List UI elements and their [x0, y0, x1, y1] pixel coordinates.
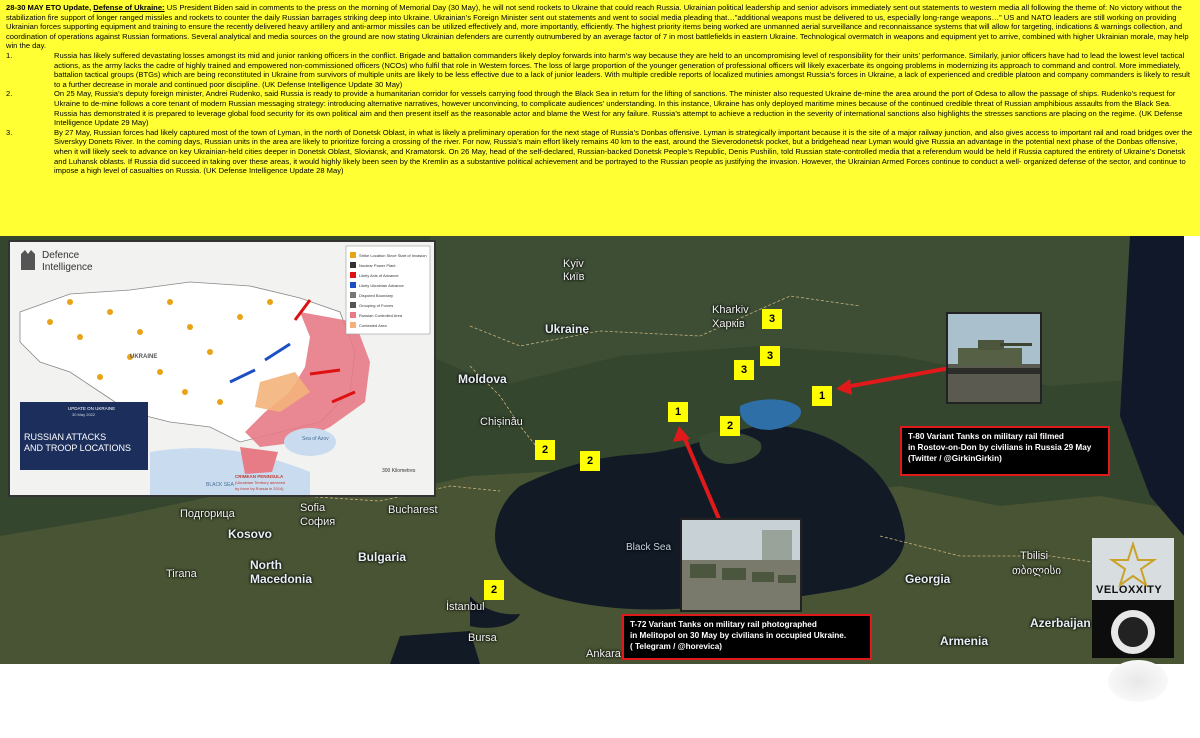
point-number: 2.: [6, 89, 13, 99]
inset-crimean-1: CRIMEAN PENINSULA: [235, 474, 284, 479]
marker-3: 3: [734, 360, 754, 380]
marker-2: 2: [580, 451, 600, 471]
inset-scale: 300 Kilometres: [382, 468, 416, 474]
legend-swatch: [350, 262, 356, 268]
defence-intelligence-inset: [8, 240, 436, 497]
label-kharkiv-cyr: Харків: [712, 318, 745, 330]
photo-t80-rail: [946, 312, 1042, 404]
marker-3: 3: [760, 346, 780, 366]
inset-title-2: AND TROOP LOCATIONS: [24, 443, 132, 453]
label-tbilisi: Tbilisi: [1020, 550, 1049, 562]
point-number: 1.: [6, 50, 13, 60]
inset-black-sea: BLACK SEA: [206, 482, 234, 488]
inset-legend: [350, 250, 430, 330]
caption-melitopol: [622, 614, 872, 660]
legend-swatch: [350, 302, 356, 308]
logo-text: VELOXXITY: [1096, 584, 1163, 596]
legend-item: [350, 300, 430, 310]
inset-update-date: 30 May 2022: [72, 412, 96, 417]
label-kosovo: Kosovo: [228, 527, 273, 541]
point-number: 3.: [6, 127, 13, 137]
legend-item: [350, 280, 430, 290]
brief-intro: [6, 3, 1194, 51]
inset-brand-2: Intelligence: [42, 262, 93, 273]
brief-heading: 28-30 MAY ETO Update,: [6, 3, 92, 12]
brief-intro-text: US President Biden said in comments to the press on the morning of Memorial Day (30 May), he will not send rockets to Ukraine that could reach Russia. Ukrainian political leadership and senior advisors immediately sent out statements to western media all following the theme of: No victory without the stabilization fire support of longer ranged missiles and rockets to counter the daily Russian barrages striking deep into Ukraine. Ukrainian’s Foreign Minister sent out statements and went to social media pleading that…”additional weapons must be delivered to us, especially long-range weapons…” US and NATO leaders are still working on providing Ukrainian forces supporting equipment and training to ensure the recently delivered heavy artillery and anti-armor missiles can be utilized effectively and, more importantly, efficiently. The highest priority items being worked are unmanned aerial surveillance and reconnaissance systems that will allow for targeting, indications & warnings collection, and coordination of operations against Russian formations. Several analytical and media sources on the ground are now stating Ukrainian defenders are currently outnumbered by an average factor of 7 in most battlefields in eastern Ukraine. Technological overmatch in weapons and equipment yet to arrive, combined with higher Ukrainian morale, may help win the day.: [6, 3, 1189, 51]
label-tirana: Tirana: [166, 568, 197, 580]
legend-label: Strike Location Since Start of Invasion: [359, 252, 427, 258]
label-kyiv-cyr: Київ: [563, 271, 585, 283]
label-kyiv: Kyiv: [563, 258, 584, 270]
legend-item: [350, 320, 430, 330]
marker-2: 2: [535, 440, 555, 460]
inset-update-title: UPDATE ON UKRAINE: [68, 406, 116, 411]
legend-label: Likely Axis of Advance: [359, 272, 399, 278]
legend-item: [350, 270, 430, 280]
label-bulgaria: Bulgaria: [358, 550, 407, 564]
label-sofia-cyr: София: [300, 516, 336, 528]
marker-1: 1: [812, 386, 832, 406]
intel-brief: [0, 0, 1200, 236]
legend-swatch: [350, 292, 356, 298]
label-moldova: Moldova: [458, 372, 507, 386]
brief-point-1: [6, 51, 1194, 89]
caption-line: T-80 Variant Tanks on military rail filmed: [908, 432, 1064, 441]
label-podgoritsa: Подгорица: [180, 508, 235, 520]
inset-ukraine-label: UKRAINE: [130, 354, 158, 360]
brief-point-3: [6, 128, 1194, 176]
legend-item: [350, 290, 430, 300]
photo-t72-rail: [680, 518, 802, 612]
crown-crest-icon: [18, 250, 38, 274]
inset-brand-1: Defence: [42, 250, 80, 261]
star-emblem-icon: [1092, 538, 1174, 658]
legend-label: Likely Ukrainian Advance: [359, 282, 404, 288]
caption-line: in Rostov-on-Don by civilians in Russia 29 May: [908, 443, 1092, 452]
label-kharkiv: Kharkiv: [712, 304, 749, 316]
caption-line: T-72 Variant Tanks on military rail photographed: [630, 620, 817, 629]
point-text: By 27 May, Russian forces had likely captured most of the town of Lyman, in the north of Donetsk Oblast, in what is likely a preliminary operation for the next stage of Russia’s Donbas offensive. Lyman is strategically important because it is the site of a major railway junction, and also gives access to important rail and road bridges over the Siverskyy Donets River. In the coming days, Russian units in the area are likely to prioritize forcing a crossing of the river. For now, Russia’s main effort likely remains 40 km to the east, around the Sieverodonetsk pocket, but a bridgehead near Lyman would give Russia an advantage in the potential next phase of the Donbas offensive, when it will likely seek to advance on key Ukrainian-held cities deeper in Donetsk Oblast, Sloviansk, and Kramatorsk. On 26 May, head of the self-declared, Russian-backed Donetsk People’s Republic, Denis Pushilin, told Russian state-controlled media that a referendum would be held if Russia captured the entirety of Ukraine’s Donetsk and Luhansk oblasts. If Russia did succeed in taking over these areas, it would highly likely been seen by the Kremlin as a substantive political achievement and be portrayed to the Russian people as justifying the invasion. However, the Ukrainian Armed Forces continue to conduct a well- organized defense of the sector, and continue to impose a high level of casualties on Russia. (UK Defense Intelligence Update 28 May): [54, 127, 1193, 176]
legend-swatch: [350, 252, 356, 258]
inset-sea-of-azov: Sea of Azov: [302, 436, 329, 442]
legend-swatch: [350, 312, 356, 318]
label-macedonia: Macedonia: [250, 572, 313, 586]
marker-1: 1: [668, 402, 688, 422]
label-georgia: Georgia: [905, 572, 951, 586]
legend-label: Russian Controlled Area: [359, 312, 403, 318]
inset-title-1: RUSSIAN ATTACKS: [24, 432, 107, 442]
legend-swatch: [350, 282, 356, 288]
label-black-sea: Black Sea: [626, 542, 672, 553]
label-chisinau: Chișinău: [480, 416, 523, 428]
inset-crimean-2: (Ukrainian Territory annexed: [235, 480, 286, 485]
caption-line: ( Telegram / @horevica): [630, 642, 723, 651]
caption-rostov: [900, 426, 1110, 476]
brief-heading-2: Defense of Ukraine:: [93, 3, 165, 12]
train-photo-icon: [682, 520, 800, 610]
label-ankara: Ankara: [586, 648, 621, 660]
legend-label: Disputed Boundary: [359, 292, 394, 298]
legend-swatch: [350, 272, 356, 278]
point-text: On 25 May, Russia’s deputy foreign minister, Andrei Rudenko, said Russia is ready to provide a humanitarian corridor for vessels carrying food through the Black Sea in return for the lifting of sanctions. The minister also requested Ukraine de-mine the area around the port of Odesa to allow the passage of ships. Rudenko’s request for Ukraine to de-mine follows a core tenant of modern Russian messaging strategy: introducing alternative narratives, however unconvincing, to complicate audiences’ understanding. In this instance, Ukraine has only deployed maritime mines because of the continued credible threat of Russian amphibious assaults from the Black Sea. Russia has demonstrated it is prepared to leverage global food security for its own political aim and then present itself as the reasonable actor and blame the West for any failure. Russia’s attempt to achieve a reduction in the severity of international sanctions also highlights the stresses sanctions are placing on the regime. (UK Defense Intelligence Update 29 May): [54, 89, 1183, 128]
legend-label: Grouping of Forces: [359, 302, 394, 308]
tank-photo-icon: [948, 314, 1040, 402]
marker-3: 3: [762, 309, 782, 329]
label-istanbul: İstanbul: [446, 601, 485, 613]
marker-2: 2: [484, 580, 504, 600]
caption-line: in Melitopol on 30 May by civilians in occupied Ukraine.: [630, 631, 847, 640]
label-armenia: Armenia: [940, 634, 989, 648]
label-azerbaijan: Azerbaijan: [1030, 616, 1091, 630]
marker-2: 2: [720, 416, 740, 436]
inset-crimean-3: by force by Russia in 2014): [235, 486, 284, 491]
blurred-watermark: [1108, 660, 1168, 702]
label-tbilisi-geo: თბილისი: [1012, 565, 1062, 577]
legend-swatch: [350, 322, 356, 328]
legend-item: [350, 310, 430, 320]
brief-point-2: [6, 89, 1194, 127]
label-ukraine: Ukraine: [545, 322, 590, 336]
legend-item: [350, 250, 430, 260]
veloxxity-logo: [1092, 538, 1174, 658]
caption-line: (Twitter / @GirkinGirkin): [908, 454, 1002, 463]
point-text: Russia has likely suffered devastating losses amongst its mid and junior ranking officers in the conflict. Brigade and battalion commanders likely deploy forwards into harm’s way because they are held to an uncompromising level of responsibility for their units’ performance. Similarly, junior officers have had to lead the lowest level tactical actions, as the army lacks the cadre of highly trained and empowered non-commissioned officers (NCOs) who fulfil that role in Western forces. The loss of large proportion of the younger generation of professional officers will likely exacerbate its ongoing problems in modernizing its approach to command and control. More immediately, battalion tactical groups (BTGs) which are being reconstituted in Ukraine from survivors of multiple units are likely to be less effective due to a lack of junior leaders. With multiple credible reports of localized mutinies amongst Russia’s forces in Ukraine, a lack of experienced and credible platoon and company commanders is likely to result to a further decrease in morale and continued poor discipline. (UK Defense Intelligence Update 30 May): [54, 50, 1190, 89]
legend-label: Contested Area: [359, 322, 387, 328]
label-sofia: Sofia: [300, 502, 326, 514]
legend-item: [350, 260, 430, 270]
label-bursa: Bursa: [468, 632, 497, 644]
label-bucharest: Bucharest: [388, 504, 438, 516]
label-north: North: [250, 558, 282, 572]
legend-label: Nuclear Power Plant: [359, 262, 396, 268]
